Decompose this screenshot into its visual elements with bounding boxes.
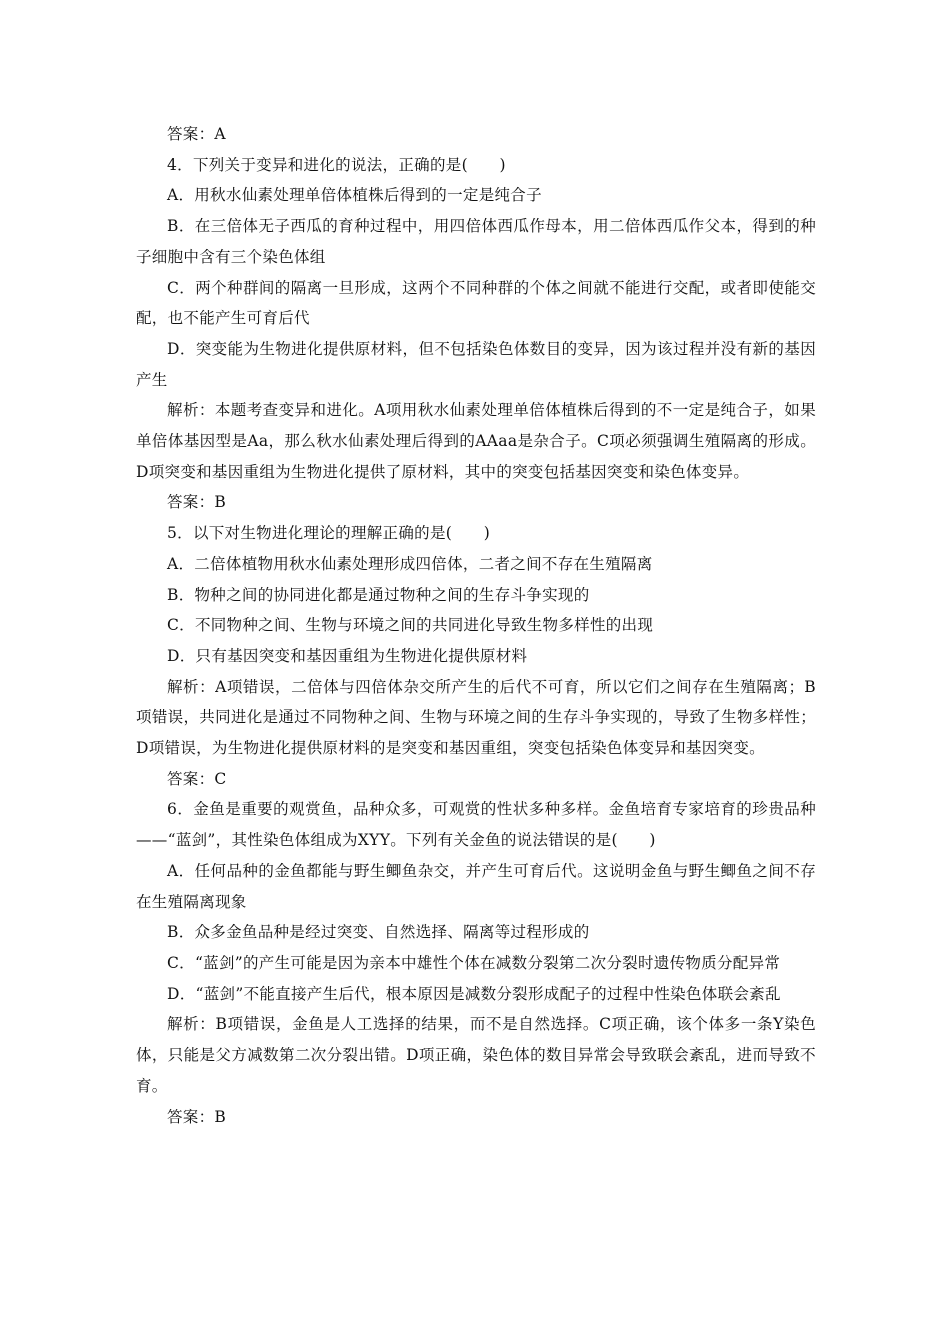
question-6-explanation: 解析：B项错误，金鱼是人工选择的结果，而不是自然选择。C项正确，该个体多一条Y染色体，只能是父方减数第二次分裂出错。D项正确，染色体的数目异常会导致联会紊乱，进而导致不育。 (136, 1015, 816, 1095)
question-4-option-d: D．突变能为生物进化提供原材料，但不包括染色体数目的变异，因为该过程并没有新的基因产生 (136, 339, 816, 389)
answer-line-q6: 答案：B (167, 1107, 227, 1126)
question-4-option-c: C．两个种群间的隔离一旦形成，这两个不同种群的个体之间就不能进行交配，或者即使能交配，也不能产生可育后代 (136, 278, 816, 328)
question-4-explanation: 解析：本题考查变异和进化。A项用秋水仙素处理单倍体植株后得到的不一定是纯合子，如果单倍体基因型是Aa，那么秋水仙素处理后得到的AAaa是杂合子。C项必须强调生殖隔离的形成。D项突变和基因重组为生物进化提供了原材料，其中的突变包括基因突变和染色体变异。 (136, 401, 816, 481)
answer-line-q5: 答案：C (167, 769, 227, 788)
document-body (136, 119, 816, 1132)
question-6-option-b: B．众多金鱼品种是经过突变、自然选择、隔离等过程形成的 (167, 923, 590, 942)
question-4-stem: 4．下列关于变异和进化的说法，正确的是( ) (167, 155, 506, 174)
question-6-option-c: C．“蓝剑”的产生可能是因为亲本中雄性个体在减数分裂第二次分裂时遗传物质分配异常 (167, 953, 781, 972)
question-5-option-a: A．二倍体植物用秋水仙素处理形成四倍体，二者之间不存在生殖隔离 (167, 554, 653, 573)
question-5-stem: 5．以下对生物进化理论的理解正确的是( ) (167, 524, 491, 543)
answer-line-q3: 答案：A (167, 125, 226, 143)
answer-line-q4: 答案：B (167, 493, 227, 512)
question-4-option-a: A．用秋水仙素处理单倍体植株后得到的一定是纯合子 (167, 186, 542, 205)
question-4-option-b: B．在三倍体无子西瓜的育种过程中，用四倍体西瓜作母本，用二倍体西瓜作父本，得到的种子细胞中含有三个染色体组 (136, 217, 816, 266)
question-6-stem: 6．金鱼是重要的观赏鱼，品种众多，可观赏的性状多种多样。金鱼培育专家培育的珍贵品种——“蓝剑”，其性染色体组成为XYY。下列有关金鱼的说法错误的是( ) (136, 800, 816, 850)
question-6-option-a: A．任何品种的金鱼都能与野生鲫鱼杂交，并产生可育后代。这说明金鱼与野生鲫鱼之间不存在生殖隔离现象 (136, 861, 816, 911)
question-6-option-d: D．“蓝剑”不能直接产生后代，根本原因是减数分裂形成配子的过程中性染色体联会紊乱 (167, 984, 781, 1003)
question-5-option-c: C．不同物种之间、生物与环境之间的共同进化导致生物多样性的出现 (167, 616, 654, 635)
question-5-explanation: 解析：A项错误，二倍体与四倍体杂交所产生的后代不可育，所以它们之间存在生殖隔离；B项错误，共同进化是通过不同物种之间、生物与环境之间的生存斗争实现的，导致了生物多样性；D项错误，为生物进化提供原材料的是突变和基因重组，突变包括染色体变异和基因突变。 (136, 677, 816, 758)
question-5-option-b: B．物种之间的协同进化都是通过物种之间的生存斗争实现的 (167, 585, 590, 604)
question-5-option-d: D．只有基因突变和基因重组为生物进化提供原材料 (167, 646, 528, 665)
